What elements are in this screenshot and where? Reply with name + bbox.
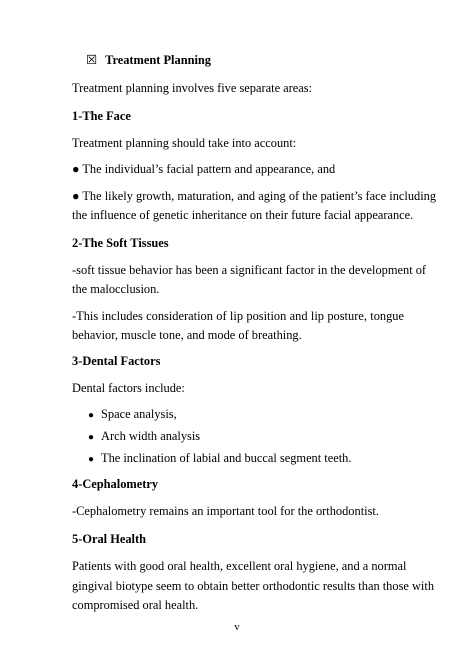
bullet-icon: ● [88,410,95,421]
soft-tissues-paragraph-2-line-2: behavior, muscle tone, and mode of breathing. [72,328,302,342]
oral-health-line-3: compromised oral health. [72,598,199,612]
face-lead-text: Treatment planning should take into account: [72,136,297,150]
checkbox-marker-icon: ☒ [86,53,98,67]
oral-health-heading: 5-Oral Health [72,532,146,546]
face-point-2-line-1: ● The likely growth, maturation, and aging of the patient’s face including [72,189,437,203]
soft-tissues-heading: 2-The Soft Tissues [72,236,169,250]
bullet-icon: ● [88,432,95,443]
dental-lead-text: Dental factors include: [72,381,185,395]
face-heading: 1-The Face [72,109,131,123]
intro-text: Treatment planning involves five separate areas: [72,81,313,95]
list-item [88,450,351,468]
oral-health-line-2: gingival biotype seem to obtain better orthodontic results than those with [72,579,435,593]
soft-tissues-paragraph-1-line-2: the malocclusion. [72,282,160,296]
list-item-text: Space analysis, [101,407,177,421]
list-item [88,428,200,446]
list-item-text: Arch width analysis [101,429,201,443]
face-point-2-line-2: the influence of genetic inheritance on their future facial appearance. [72,208,414,222]
soft-tissues-paragraph-2-line-1: -This includes consideration of lip position and lip posture, tongue [72,309,404,323]
oral-health-line-1: Patients with good oral health, excellent oral hygiene, and a normal [72,559,407,573]
cephalometry-heading: 4-Cephalometry [72,477,159,491]
list-item [88,406,177,424]
section-title-text: Treatment Planning [105,53,212,67]
cephalometry-text: -Cephalometry remains an important tool for the orthodontist. [72,504,379,518]
bullet-icon: ● [88,454,95,465]
face-point-1: ● The individual’s facial pattern and appearance, and [72,162,336,176]
page-number: v [234,621,240,633]
list-item-text: The inclination of labial and buccal segment teeth. [101,451,352,465]
soft-tissues-paragraph-1-line-1: -soft tissue behavior has been a significant factor in the development of [72,263,427,277]
dental-heading: 3-Dental Factors [72,354,161,368]
section-title [86,52,418,68]
